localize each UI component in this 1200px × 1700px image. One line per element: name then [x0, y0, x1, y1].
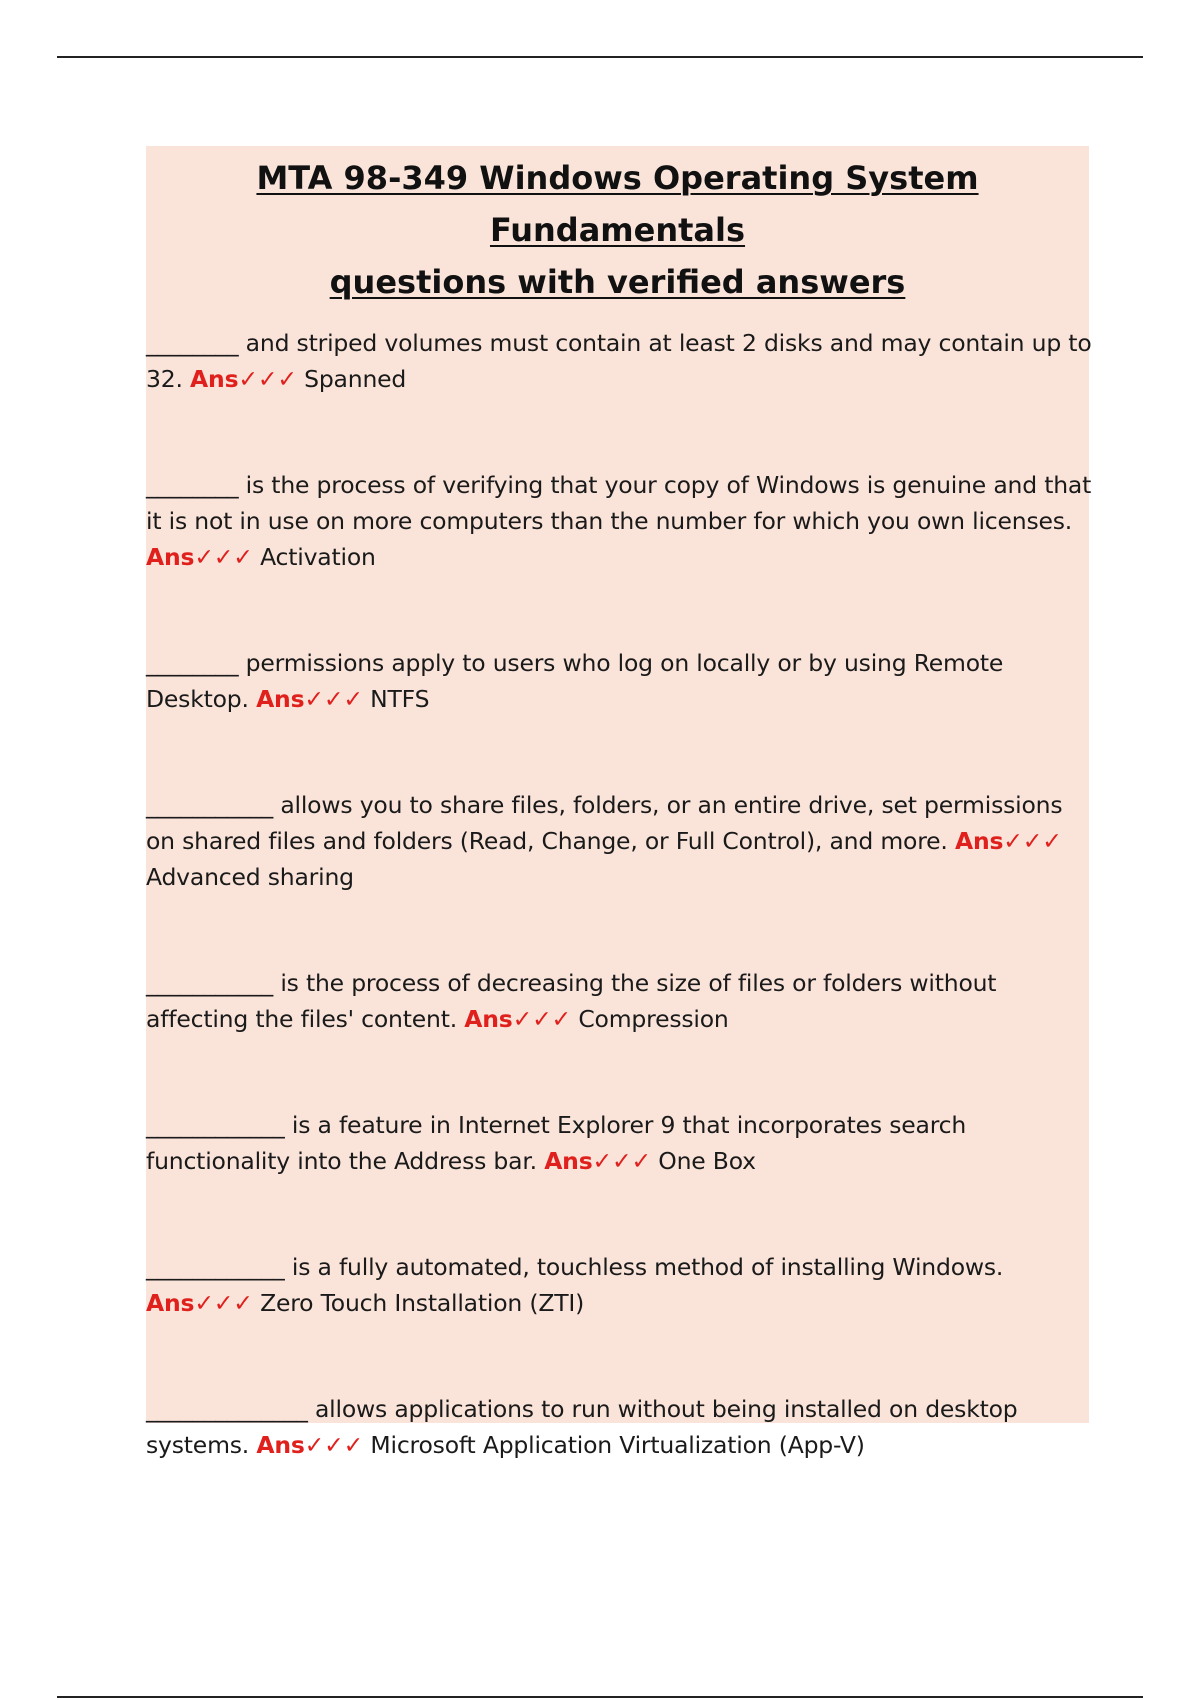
question-item [146, 965, 1089, 1037]
question-item [146, 645, 1089, 717]
question-text: ___________ is the process of decreasing the size of files or folders without [146, 969, 997, 997]
answer-label: Ans [146, 543, 195, 571]
document-content [146, 146, 1092, 1459]
answer-label: Ans [954, 827, 1004, 855]
check-icon: ✓✓✓ [194, 543, 253, 571]
answer-label: Ans [256, 1431, 305, 1459]
check-icon: ✓✓✓ [304, 1431, 364, 1459]
check-icon: ✓✓✓ [1003, 827, 1062, 855]
check-icon: ✓✓✓ [194, 1289, 253, 1317]
question-text-continued: Desktop. Ans✓✓✓ NTFS [146, 685, 430, 713]
answer-text: Microsoft Application Virtualization (App-V) [370, 1431, 865, 1459]
answer-label: Ans [544, 1147, 593, 1175]
answer-text: Compression [578, 1005, 729, 1033]
answer-label: Ans [464, 1005, 513, 1033]
question-text: ___________ allows you to share files, folders, or an entire drive, set permissions [146, 791, 1063, 819]
question-text-continued: systems. Ans✓✓✓ Microsoft Application Virtualization (App-V) [146, 1431, 865, 1459]
answer-text: One Box [658, 1147, 756, 1175]
answer-label: Ans [146, 1289, 195, 1317]
question-text: ________ permissions apply to users who log on locally or by using Remote [146, 649, 1004, 677]
answer-line [146, 539, 1089, 575]
question-item [146, 1391, 1089, 1463]
question-text: ____________ is a feature in Internet Explorer 9 that incorporates search [146, 1111, 967, 1139]
answer-text: NTFS [370, 685, 430, 713]
title-line-1: MTA 98-349 Windows Operating System Fundamentals [256, 159, 979, 249]
question-item [146, 787, 1089, 895]
check-icon: ✓✓✓ [592, 1147, 651, 1175]
title-line-2: questions with verified answers [329, 263, 906, 301]
check-icon: ✓✓✓ [304, 685, 363, 713]
answer-text: Activation [260, 543, 376, 571]
answer-text: Zero Touch Installation (ZTI) [260, 1289, 585, 1317]
answer-label: Ans [190, 365, 239, 393]
check-icon: ✓✓✓ [238, 365, 297, 393]
question-text: ________ and striped volumes must contain at least 2 disks and may contain up to [146, 329, 1092, 357]
question-text: ____________ is a fully automated, touchless method of installing Windows. [146, 1253, 1004, 1281]
top-rule [57, 56, 1143, 58]
answer-text: Advanced sharing [146, 863, 354, 891]
question-text-continued: on shared files and folders (Read, Change, or Full Control), and more. Ans✓✓✓ [146, 827, 1062, 855]
question-text-continued: 32. Ans✓✓✓ Spanned [146, 365, 407, 393]
answer-label: Ans [256, 685, 305, 713]
question-text: ______________ allows applications to run without being installed on desktop [146, 1395, 1018, 1423]
question-item [146, 467, 1092, 575]
check-icon: ✓✓✓ [512, 1005, 572, 1033]
question-text-continued: affecting the files' content. Ans✓✓✓ Compression [146, 1005, 729, 1033]
bottom-rule [57, 1696, 1143, 1698]
answer-text: Spanned [304, 365, 407, 393]
question-text-continued: it is not in use on more computers than the number for which you own licenses. [146, 507, 1073, 535]
answer-line [146, 1285, 1089, 1321]
question-item [146, 1249, 1089, 1321]
document-title [146, 146, 1089, 308]
question-item [146, 1107, 1089, 1179]
question-text: ________ is the process of verifying that your copy of Windows is genuine and that [146, 471, 1092, 499]
question-item [146, 325, 1092, 397]
question-text-continued: functionality into the Address bar. Ans✓✓✓ One Box [146, 1147, 756, 1175]
